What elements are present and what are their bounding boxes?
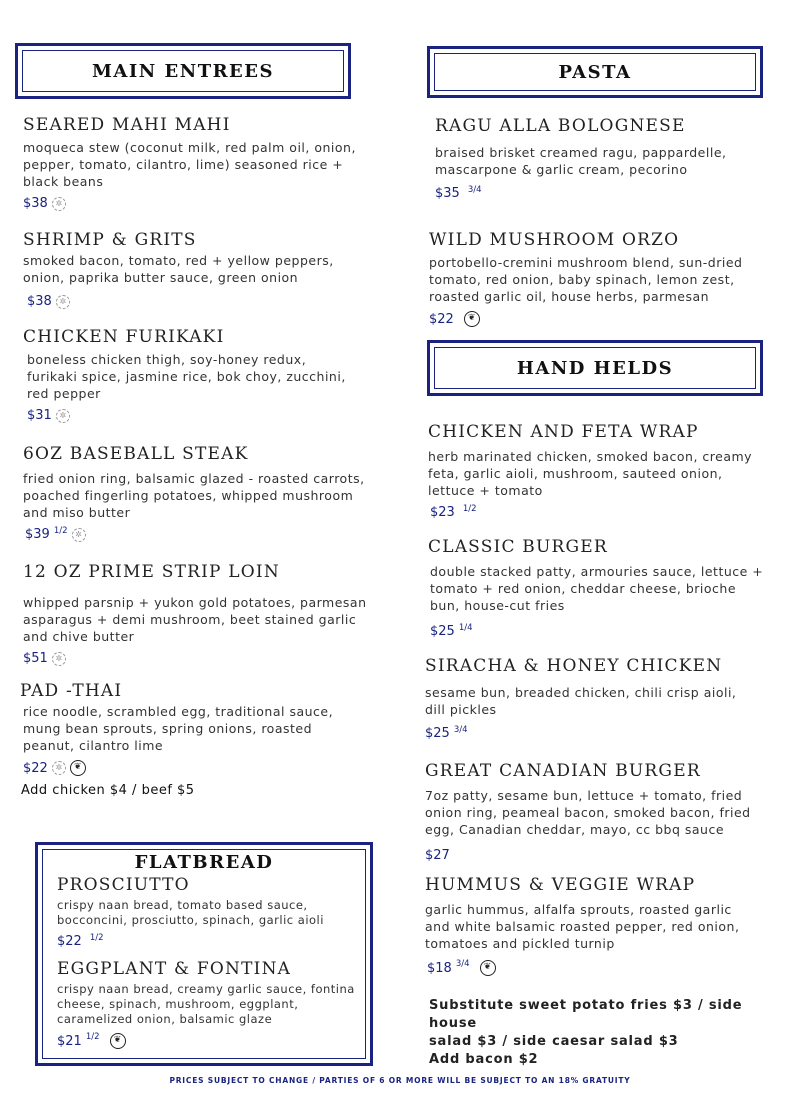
menu-item-great-canadian-burger	[425, 761, 770, 863]
item-price-row	[27, 408, 363, 423]
gratuity-footer: PRICES SUBJECT TO CHANGE / PARTIES OF 6 OR MORE WILL BE SUBJECT TO AN 18% GRATUITY	[169, 1076, 631, 1085]
item-price: $38	[27, 294, 52, 309]
leaf-icon: ❦	[110, 1033, 126, 1049]
menu-item-6oz-baseball-steak	[23, 444, 368, 542]
menu-item-12oz-prime-strip-loin	[23, 562, 368, 666]
menu-item-wild-mushroom-orzo	[429, 230, 769, 327]
substitutions-line: Substitute sweet potato fries $3 / side house	[429, 998, 743, 1031]
item-description: herb marinated chicken, smoked bacon, creamy feta, garlic aioli, mushroom, sauteed onion, lettuce + tomato	[428, 449, 753, 498]
main-entrees-title: MAIN ENTREES	[92, 61, 274, 82]
item-price-row	[57, 934, 362, 949]
menu-item-chicken-furikaki	[23, 327, 363, 423]
item-price-row	[23, 196, 363, 211]
item-price-row	[425, 726, 770, 741]
item-description: double stacked patty, armouries sauce, lettuce + tomato + red onion, cheddar cheese, brioche bun, house-cut fries	[430, 564, 764, 613]
menu-item-pad-thai	[20, 681, 365, 776]
pasta-header	[427, 46, 763, 98]
item-description: sesame bun, breaded chicken, chili crisp aioli, dill pickles	[425, 685, 737, 717]
item-name: GREAT CANADIAN BURGER	[425, 761, 701, 781]
item-price: $22	[429, 311, 454, 327]
item-price: $51	[23, 651, 48, 666]
item-price: $22	[57, 934, 82, 949]
item-description: smoked bacon, tomato, red + yellow peppers, onion, paprika butter sauce, green onion	[23, 253, 334, 285]
menu-item-classic-burger	[428, 537, 773, 639]
hand-helds-header	[427, 340, 763, 396]
item-name: SIRACHA & HONEY CHICKEN	[425, 656, 723, 676]
menu-item-seared-mahi-mahi	[23, 115, 363, 211]
item-description: rice noodle, scrambled egg, traditional sauce, mung bean sprouts, spring onions, roasted peanut, cilantro lime	[23, 704, 334, 753]
main-entrees-header	[15, 43, 351, 99]
leaf-icon: ❦	[70, 760, 86, 776]
item-description: fried onion ring, balsamic glazed - roasted carrots, poached fingerling potatoes, whipped mushroom and miso butter	[23, 471, 365, 520]
flatbread-title: FLATBREAD	[134, 852, 274, 873]
price-fraction: 1/2	[462, 503, 477, 514]
item-price: $25	[425, 726, 450, 741]
item-description: moqueca stew (coconut milk, red palm oil, onion, pepper, tomato, cilantro, lime) seasoned rice + black beans	[23, 140, 356, 189]
item-price: $35	[435, 186, 460, 201]
menu-item-prosciutto	[57, 875, 362, 949]
item-name: EGGPLANT & FONTINA	[57, 959, 292, 979]
substitutions-line: Add bacon $2	[429, 1052, 539, 1067]
item-description: boneless chicken thigh, soy-honey redux, furikaki spice, jasmine rice, bok choy, zucchini, red pepper	[27, 352, 346, 401]
add-protein-note: Add chicken $4 / beef $5	[21, 783, 195, 798]
menu-item-eggplant-and-fontina	[57, 959, 365, 1049]
item-price-row	[430, 624, 773, 639]
menu-item-shrimp-and-grits	[23, 230, 363, 309]
substitutions-line: salad $3 / side caesar salad $3	[429, 1034, 679, 1049]
menu-item-ragu-alla-bolognese	[435, 116, 765, 201]
menu-item-chicken-and-feta-wrap	[428, 422, 768, 520]
gluten-free-icon: ✲	[56, 295, 70, 309]
item-price-row	[427, 960, 770, 976]
item-price: $27	[425, 848, 450, 863]
gluten-free-icon: ✲	[52, 652, 66, 666]
item-description: whipped parsnip + yukon gold potatoes, parmesan asparagus + demi mushroom, beet stained garlic and chive butter	[23, 595, 367, 644]
price-fraction: 3/4	[467, 184, 482, 195]
price-fraction: 1/2	[85, 1032, 100, 1042]
item-price-row	[25, 527, 368, 542]
gluten-free-icon: ✲	[72, 528, 86, 542]
gluten-free-icon: ✲	[56, 409, 70, 423]
item-name: CLASSIC BURGER	[428, 537, 608, 557]
item-price-row	[430, 505, 768, 520]
item-price-row	[23, 760, 365, 776]
price-fraction: 1/4	[458, 622, 473, 633]
item-name: PAD -THAI	[20, 681, 123, 701]
menu-item-siracha-honey-chicken	[425, 656, 770, 741]
item-description: crispy naan bread, creamy garlic sauce, fontina cheese, spinach, mushroom, eggplant, caramelized onion, balsamic glaze	[57, 982, 355, 1026]
item-name: 6OZ BASEBALL STEAK	[23, 444, 249, 464]
price-fraction: 1/2	[53, 525, 68, 536]
item-price: $22	[23, 760, 48, 776]
item-price: $21	[57, 1033, 82, 1049]
item-price-row	[57, 1033, 365, 1049]
menu-item-hummus-veggie-wrap	[425, 875, 770, 976]
item-description: crispy naan bread, tomato based sauce, bocconcini, prosciutto, spinach, garlic aioli	[57, 898, 324, 927]
item-price-row	[425, 848, 770, 863]
item-price-row	[23, 651, 368, 666]
item-name: 12 OZ PRIME STRIP LOIN	[23, 562, 280, 582]
item-name: CHICKEN FURIKAKI	[23, 327, 225, 347]
item-price-row	[435, 186, 765, 201]
gluten-free-icon: ✲	[52, 197, 66, 211]
item-price: $39	[25, 527, 50, 542]
price-fraction: 3/4	[455, 959, 470, 969]
leaf-icon: ❦	[464, 311, 480, 327]
item-description: braised brisket creamed ragu, pappardelle, mascarpone & garlic cream, pecorino	[435, 145, 727, 177]
item-price-row	[27, 294, 363, 309]
item-description: 7oz patty, sesame bun, lettuce + tomato, fried onion ring, peameal bacon, smoked bacon, fried egg, Canadian cheddar, mayo, cc bbq sauce	[425, 788, 751, 837]
item-price-row	[429, 311, 769, 327]
item-price: $25	[430, 624, 455, 639]
leaf-icon: ❦	[480, 960, 496, 976]
hand-helds-title: HAND HELDS	[516, 358, 674, 379]
item-name: SEARED MAHI MAHI	[23, 115, 231, 135]
item-price: $18	[427, 960, 452, 976]
item-name: SHRIMP & GRITS	[23, 230, 197, 250]
price-fraction: 3/4	[453, 724, 468, 735]
item-name: RAGU ALLA BOLOGNESE	[435, 116, 686, 136]
item-name: CHICKEN AND FETA WRAP	[428, 422, 699, 442]
item-name: HUMMUS & VEGGIE WRAP	[425, 875, 696, 895]
substitutions-note	[429, 997, 774, 1069]
item-description: garlic hummus, alfalfa sprouts, roasted garlic and white balsamic roasted pepper, red onion, tomatoes and pickled turnip	[425, 902, 740, 951]
gluten-free-icon: ✲	[52, 761, 66, 775]
pasta-title: PASTA	[558, 62, 632, 83]
item-name: WILD MUSHROOM ORZO	[429, 230, 680, 250]
item-price: $31	[27, 408, 52, 423]
price-fraction: 1/2	[89, 932, 104, 943]
item-description: portobello-cremini mushroom blend, sun-dried tomato, red onion, baby spinach, lemon zest, roasted garlic oil, house herbs, parmesan	[429, 255, 743, 304]
item-price: $23	[430, 505, 455, 520]
item-price: $38	[23, 196, 48, 211]
item-name: PROSCIUTTO	[57, 875, 190, 895]
